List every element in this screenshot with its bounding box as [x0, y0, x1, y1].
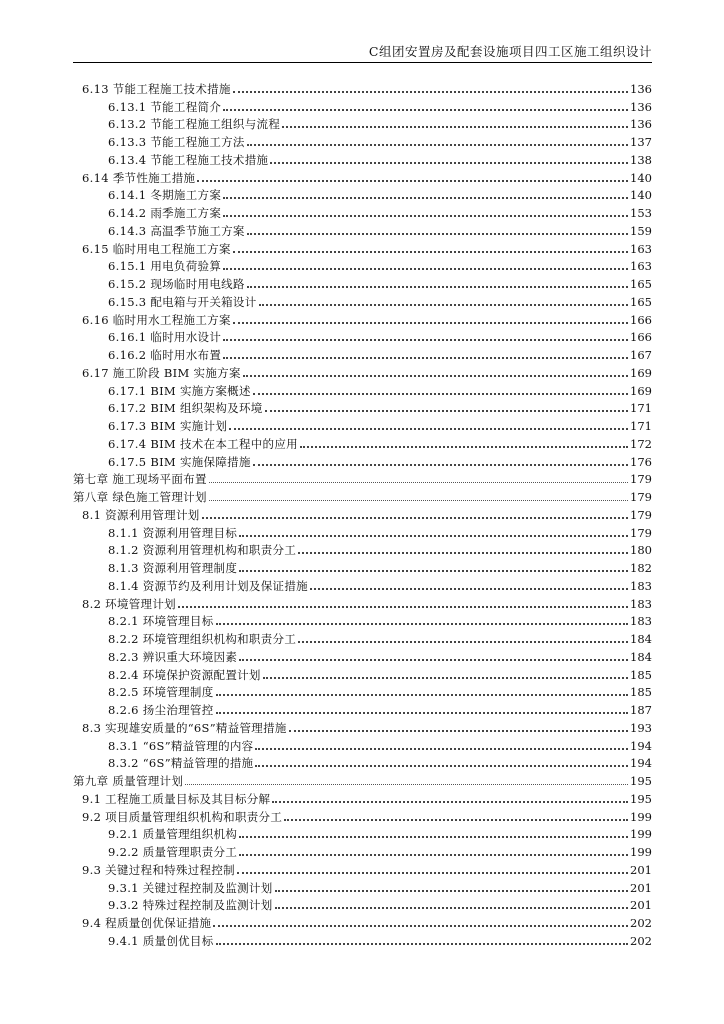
toc-entry-page-number: 182 — [630, 561, 652, 575]
toc-entry[interactable] — [73, 753, 652, 771]
dot-leader — [216, 711, 629, 714]
toc-entry[interactable] — [73, 202, 652, 220]
toc-entry-page-number: 183 — [630, 614, 652, 629]
dot-leader — [263, 676, 628, 679]
toc-entry-title: 8.3.1 “6S”精益管理的内容 — [108, 738, 254, 753]
dot-leader — [233, 90, 628, 93]
toc-entry-page-number: 138 — [630, 152, 652, 167]
toc-entry-page-number: 136 — [630, 117, 652, 132]
toc-entry-title: 6.14.1 冬期施工方案 — [108, 188, 222, 203]
toc-entry[interactable] — [73, 504, 652, 522]
toc-entry-page-number: 199 — [630, 827, 652, 842]
dot-leader — [178, 605, 628, 608]
toc-entry-title: 6.17.2 BIM 组织架构及环境 — [108, 401, 263, 416]
dot-leader — [289, 729, 628, 732]
dot-leader — [247, 143, 628, 146]
toc-entry-title: 6.16.1 临时用水设计 — [108, 330, 222, 345]
dot-leader — [223, 267, 628, 270]
toc-entry-page-number: 202 — [630, 933, 652, 948]
dot-leader — [216, 942, 629, 945]
toc-entry-title: 9.4.1 质量创优目标 — [108, 933, 214, 948]
toc-entry-page-number: 194 — [630, 756, 652, 771]
dot-leader — [247, 285, 628, 288]
toc-entry-title: 9.2.1 质量管理组织机构 — [108, 827, 238, 842]
toc-entry[interactable] — [73, 220, 652, 238]
toc-entry-page-number: 199 — [630, 845, 652, 859]
toc-entry-page-number: 165 — [630, 294, 652, 309]
toc-entry-page-number: 179 — [630, 507, 652, 522]
toc-entry-title: 8.2.6 扬尘治理管控 — [108, 703, 214, 717]
toc-entry-title: 第七章 施工现场平面布置 — [73, 472, 207, 487]
toc-entry-page-number: 166 — [630, 330, 652, 345]
table-of-contents — [73, 78, 652, 948]
dot-leader — [298, 551, 628, 554]
toc-entry-title: 6.13 节能工程施工技术措施 — [82, 81, 231, 96]
toc-entry[interactable] — [73, 593, 652, 611]
dot-leader — [209, 481, 628, 483]
toc-entry-page-number: 194 — [630, 738, 652, 753]
toc-entry[interactable] — [73, 806, 652, 824]
toc-entry-page-number: 193 — [630, 720, 652, 735]
toc-entry-title: 6.15.3 配电箱与开关箱设计 — [108, 294, 257, 309]
toc-entry-page-number: 195 — [630, 791, 652, 806]
toc-entry-title: 9.3.2 特殊过程控制及监测计划 — [108, 898, 273, 913]
toc-entry-page-number: 179 — [630, 472, 652, 487]
dot-leader — [300, 445, 628, 448]
toc-entry-title: 8.2 环境管理计划 — [82, 596, 176, 611]
dot-leader — [275, 906, 629, 909]
toc-entry-title: 6.14.2 雨季施工方案 — [108, 206, 222, 220]
dot-leader — [259, 303, 629, 306]
dot-leader — [310, 587, 628, 590]
toc-entry[interactable] — [73, 664, 652, 682]
toc-entry-title: 8.2.5 环境管理制度 — [108, 685, 214, 700]
toc-entry-title: 9.2.2 质量管理职责分工 — [108, 845, 238, 859]
toc-entry[interactable] — [73, 877, 652, 895]
toc-entry-title: 6.17.4 BIM 技术在本工程中的应用 — [108, 436, 298, 451]
toc-entry-page-number: 140 — [630, 170, 652, 185]
toc-entry[interactable] — [73, 114, 652, 132]
dot-leader — [185, 783, 628, 785]
toc-entry-title: 8.2.2 环境管理组织机构和职责分工 — [108, 632, 297, 646]
toc-entry-page-number: 159 — [630, 223, 652, 238]
toc-entry-page-number: 169 — [630, 383, 652, 398]
toc-entry-title: 8.1 资源利用管理计划 — [82, 507, 200, 522]
toc-entry-page-number: 184 — [630, 649, 652, 664]
toc-entry-title: 6.17.1 BIM 实施方案概述 — [108, 383, 251, 398]
toc-entry-page-number: 199 — [630, 809, 652, 824]
toc-entry-page-number: 171 — [630, 419, 652, 433]
toc-entry[interactable] — [73, 96, 652, 114]
dot-leader — [216, 622, 629, 625]
dot-leader — [209, 499, 628, 501]
toc-entry-title: 6.13.2 节能工程施工组织与流程 — [108, 117, 281, 132]
toc-entry-page-number: 185 — [630, 667, 652, 682]
dot-leader — [213, 924, 628, 927]
toc-entry-page-number: 202 — [630, 916, 652, 930]
dot-leader — [239, 835, 628, 838]
toc-entry[interactable] — [73, 735, 652, 753]
toc-entry[interactable] — [73, 788, 652, 806]
toc-entry-title: 第九章 质量管理计划 — [73, 774, 184, 788]
toc-entry-page-number: 187 — [630, 703, 652, 717]
toc-entry[interactable] — [73, 522, 652, 540]
toc-entry-page-number: 201 — [630, 898, 652, 913]
toc-entry[interactable] — [73, 557, 652, 575]
toc-entry-page-number: 171 — [630, 401, 652, 416]
toc-entry[interactable] — [73, 238, 652, 256]
toc-entry-title: 8.1.1 资源利用管理目标 — [108, 525, 238, 540]
toc-entry-title: 8.1.4 资源节约及利用计划及保证措施 — [108, 578, 308, 593]
toc-entry-title: 8.1.2 资源利用管理机构和职责分工 — [108, 543, 297, 558]
toc-entry[interactable] — [73, 841, 652, 859]
toc-entry-title: 8.2.4 环境保护资源配置计划 — [108, 667, 261, 682]
toc-entry[interactable] — [73, 824, 652, 842]
toc-entry-page-number: 185 — [630, 685, 652, 700]
toc-entry-title: 6.17.5 BIM 实施保障措施 — [108, 454, 251, 469]
toc-entry-page-number: 153 — [630, 206, 652, 220]
toc-entry-page-number: 166 — [630, 312, 652, 327]
toc-entry-title: 9.4 程质量创优保证措施 — [82, 916, 212, 930]
toc-entry-page-number: 201 — [630, 880, 652, 895]
toc-entry-page-number: 172 — [630, 436, 652, 451]
dot-leader — [223, 338, 628, 341]
dot-leader — [237, 871, 628, 874]
toc-entry[interactable] — [73, 912, 652, 930]
dot-leader — [284, 818, 628, 821]
dot-leader — [272, 800, 628, 803]
toc-entry[interactable] — [73, 273, 652, 291]
toc-entry-title: 8.3.2 “6S”精益管理的措施 — [108, 756, 254, 771]
dot-leader — [243, 374, 628, 377]
dot-leader — [253, 463, 628, 466]
dot-leader — [253, 392, 628, 395]
toc-entry[interactable] — [73, 646, 652, 664]
dot-leader — [255, 747, 628, 750]
toc-entry-title: 6.13.3 节能工程施工方法 — [108, 135, 245, 149]
toc-entry[interactable] — [73, 327, 652, 345]
dot-leader — [298, 640, 628, 643]
toc-entry[interactable] — [73, 575, 652, 593]
toc-entry-page-number: 163 — [630, 259, 652, 274]
toc-entry-title: 6.13.1 节能工程简介 — [108, 99, 222, 114]
toc-entry-title: 6.15.2 现场临时用电线路 — [108, 277, 245, 291]
dot-leader — [223, 214, 628, 217]
toc-entry-title: 8.2.1 环境管理目标 — [108, 614, 214, 629]
dot-leader — [223, 196, 628, 199]
dot-leader — [197, 179, 628, 182]
dot-leader — [223, 108, 628, 111]
toc-entry[interactable] — [73, 398, 652, 416]
toc-entry[interactable] — [73, 256, 652, 274]
dot-leader — [275, 889, 629, 892]
toc-entry[interactable] — [73, 149, 652, 167]
toc-entry[interactable] — [73, 185, 652, 203]
toc-entry-page-number: 183 — [630, 596, 652, 611]
toc-entry-page-number: 176 — [630, 454, 652, 469]
toc-entry-page-number: 184 — [630, 632, 652, 646]
toc-entry[interactable] — [73, 433, 652, 451]
dot-leader — [239, 658, 628, 661]
toc-entry[interactable] — [73, 291, 652, 309]
toc-entry-title: 6.16.2 临时用水布置 — [108, 348, 222, 362]
dot-leader — [247, 232, 628, 235]
toc-entry-title: 6.13.4 节能工程施工技术措施 — [108, 152, 269, 167]
toc-entry[interactable] — [73, 344, 652, 362]
toc-entry-page-number: 140 — [630, 188, 652, 203]
toc-entry[interactable] — [73, 540, 652, 558]
dot-leader — [233, 250, 628, 253]
toc-entry[interactable] — [73, 770, 652, 788]
toc-entry[interactable] — [73, 682, 652, 700]
dot-leader — [202, 516, 629, 519]
running-header: C组团安置房及配套设施项目四工区施工组织设计 — [73, 44, 652, 63]
toc-entry-title: 8.3 实现雄安质量的“6S”精益管理措施 — [82, 720, 287, 735]
dot-leader — [239, 569, 628, 572]
toc-entry-page-number: 201 — [630, 862, 652, 877]
toc-entry-title: 6.14.3 高温季节施工方案 — [108, 223, 245, 238]
toc-entry-page-number: 136 — [630, 99, 652, 114]
toc-entry-page-number: 183 — [630, 578, 652, 593]
toc-entry[interactable] — [73, 415, 652, 433]
toc-entry[interactable] — [73, 362, 652, 380]
dot-leader — [229, 427, 628, 430]
dot-leader — [223, 356, 628, 359]
toc-entry-page-number: 136 — [630, 81, 652, 96]
toc-entry-title: 6.15.1 用电负荷验算 — [108, 259, 222, 274]
dot-leader — [282, 125, 628, 128]
toc-entry[interactable] — [73, 469, 652, 487]
toc-entry-title: 9.2 项目质量管理组织机构和职责分工 — [82, 809, 283, 824]
toc-entry-title: 9.3.1 关键过程控制及监测计划 — [108, 880, 273, 895]
toc-entry-page-number: 179 — [630, 490, 652, 504]
toc-entry-page-number: 169 — [630, 365, 652, 380]
toc-entry[interactable] — [73, 309, 652, 327]
dot-leader — [239, 534, 628, 537]
toc-entry[interactable] — [73, 451, 652, 469]
toc-entry[interactable] — [73, 628, 652, 646]
toc-entry[interactable] — [73, 131, 652, 149]
toc-entry-page-number: 180 — [630, 543, 652, 558]
dot-leader — [270, 161, 628, 164]
toc-entry-title: 9.3 关键过程和特殊过程控制 — [82, 862, 235, 877]
dot-leader — [265, 409, 628, 412]
toc-entry-title: 6.16 临时用水工程施工方案 — [82, 312, 231, 327]
toc-entry[interactable] — [73, 380, 652, 398]
toc-entry-page-number: 179 — [630, 525, 652, 540]
toc-entry-title: 8.2.3 辨识重大环境因素 — [108, 649, 238, 664]
toc-entry[interactable] — [73, 895, 652, 913]
toc-entry[interactable] — [73, 859, 652, 877]
toc-entry[interactable] — [73, 930, 652, 948]
toc-entry-title: 6.14 季节性施工措施 — [82, 170, 196, 185]
toc-entry-page-number: 137 — [630, 135, 652, 149]
toc-entry[interactable] — [73, 699, 652, 717]
toc-entry-title: 6.17.3 BIM 实施计划 — [108, 419, 228, 433]
toc-entry[interactable] — [73, 167, 652, 185]
toc-entry-title: 6.17 施工阶段 BIM 实施方案 — [82, 365, 241, 380]
toc-entry-title: 第八章 绿色施工管理计划 — [73, 490, 207, 504]
toc-entry[interactable] — [73, 78, 652, 96]
toc-entry-page-number: 163 — [630, 241, 652, 256]
toc-entry-page-number: 165 — [630, 277, 652, 291]
dot-leader — [216, 693, 629, 696]
toc-entry-title: 6.15 临时用电工程施工方案 — [82, 241, 231, 256]
dot-leader — [255, 764, 628, 767]
toc-entry-title: 9.1 工程施工质量目标及其目标分解 — [82, 791, 271, 806]
dot-leader — [233, 321, 628, 324]
toc-entry-page-number: 195 — [630, 774, 652, 788]
toc-entry[interactable] — [73, 611, 652, 629]
toc-entry[interactable] — [73, 717, 652, 735]
toc-entry-page-number: 167 — [630, 348, 652, 362]
dot-leader — [239, 853, 628, 856]
toc-entry-title: 8.1.3 资源利用管理制度 — [108, 561, 238, 575]
toc-entry[interactable] — [73, 486, 652, 504]
